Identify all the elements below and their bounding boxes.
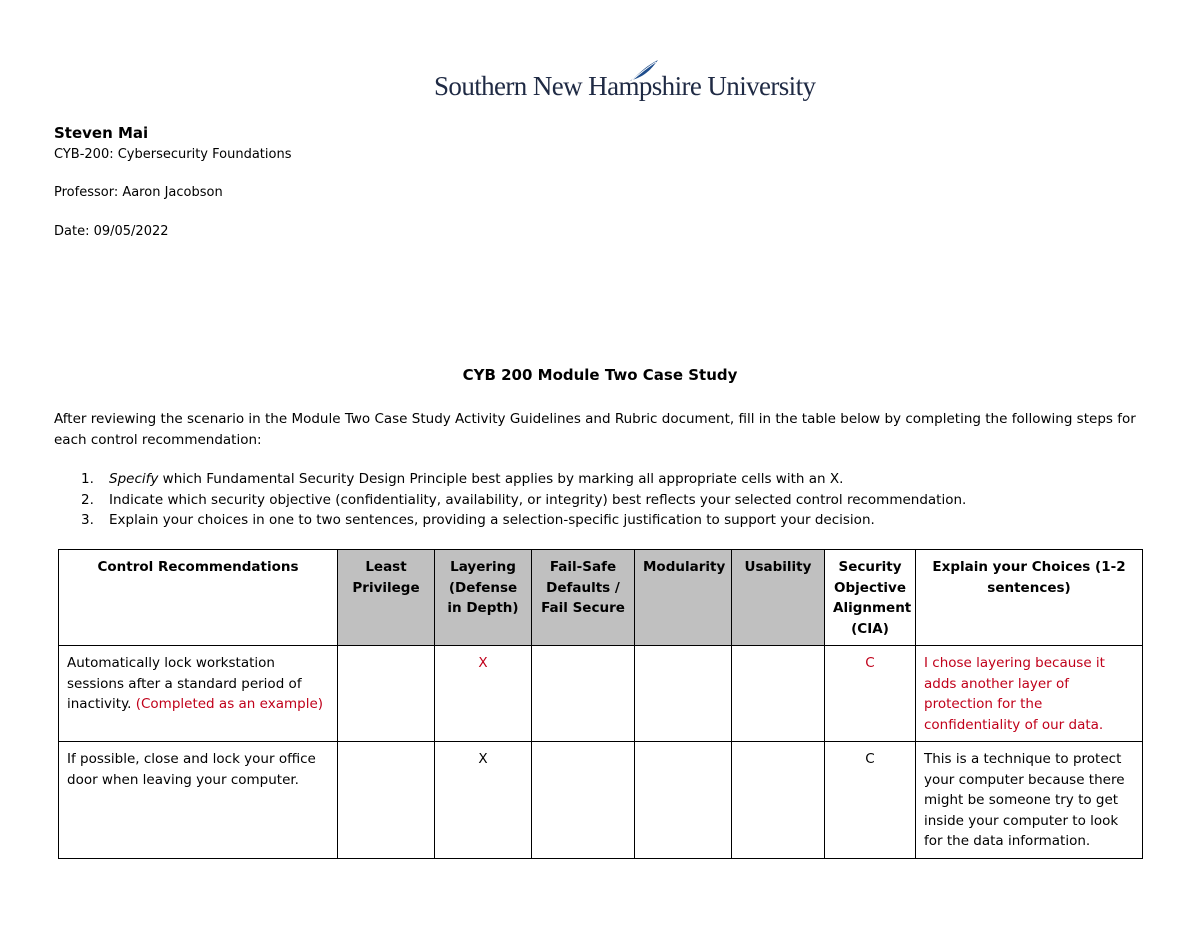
layering-cell: X: [435, 646, 532, 742]
step-item: [54, 490, 1154, 511]
step-emphasis: Specify: [109, 471, 159, 487]
header-explanation: Explain your Choices (1-2 sentences): [916, 550, 1143, 646]
professor-line: Professor: Aaron Jacobson: [54, 185, 223, 200]
step-number: 3.: [81, 512, 94, 528]
fail-safe-cell: [532, 742, 635, 859]
least-privilege-cell: [338, 646, 435, 742]
step-number: 1.: [81, 471, 94, 487]
least-privilege-cell: [338, 742, 435, 859]
control-text: Automatically lock workstation sessions after a standard period of inactivity.: [67, 655, 302, 712]
table-row: [59, 646, 1143, 742]
table-header-row: [59, 550, 1143, 646]
header-layering: Layering (Defense in Depth): [435, 550, 532, 646]
step-text: Explain your choices in one to two sentences, providing a selection-specific justification to support your decision.: [109, 512, 875, 528]
control-recommendations-table: [58, 549, 1143, 859]
date-line: Date: 09/05/2022: [54, 224, 169, 239]
instructions-paragraph: After reviewing the scenario in the Module Two Case Study Activity Guidelines and Rubric document, fill in the table below by completing the following steps for each control recommendation:: [54, 411, 1136, 448]
header-control-recommendations: Control Recommendations: [59, 550, 338, 646]
header-fail-safe: Fail-Safe Defaults / Fail Secure: [532, 550, 635, 646]
control-cell: [59, 646, 338, 742]
usability-cell: [732, 646, 825, 742]
modularity-cell: [635, 742, 732, 859]
university-logo: [434, 58, 816, 108]
header-security-objective: Security Objective Alignment (CIA): [825, 550, 916, 646]
control-text: If possible, close and lock your office door when leaving your computer.: [67, 751, 316, 788]
modularity-cell: [635, 646, 732, 742]
usability-cell: [732, 742, 825, 859]
student-name: Steven Mai: [54, 124, 149, 142]
header-least-privilege: Least Privilege: [338, 550, 435, 646]
cia-cell: C: [825, 646, 916, 742]
header-modularity: Modularity: [635, 550, 732, 646]
cia-cell: C: [825, 742, 916, 859]
step-text: Indicate which security objective (confidentiality, availability, or integrity) best reflects your selected control recommendation.: [109, 491, 967, 508]
explanation-cell: I chose layering because it adds another layer of protection for the confidentiality of our data.: [916, 646, 1143, 742]
course-line: CYB-200: Cybersecurity Foundations: [54, 147, 292, 162]
step-number: 2.: [81, 491, 94, 508]
instruction-steps: [54, 469, 1154, 531]
step-item: [54, 510, 1154, 531]
step-item: [54, 469, 1154, 490]
step-text: which Fundamental Security Design Principle best applies by marking all appropriate cells with an X.: [158, 471, 844, 487]
header-usability: Usability: [732, 550, 825, 646]
layering-cell: X: [435, 742, 532, 859]
explanation-cell: This is a technique to protect your computer because there might be someone try to get inside your computer to look for the data information.: [916, 742, 1143, 859]
control-cell: [59, 742, 338, 859]
fail-safe-cell: [532, 646, 635, 742]
example-note: (Completed as an example): [135, 696, 324, 712]
document-title: CYB 200 Module Two Case Study: [462, 366, 738, 384]
table-row: [59, 742, 1143, 859]
university-name: Southern New Hampshire University: [434, 71, 816, 101]
